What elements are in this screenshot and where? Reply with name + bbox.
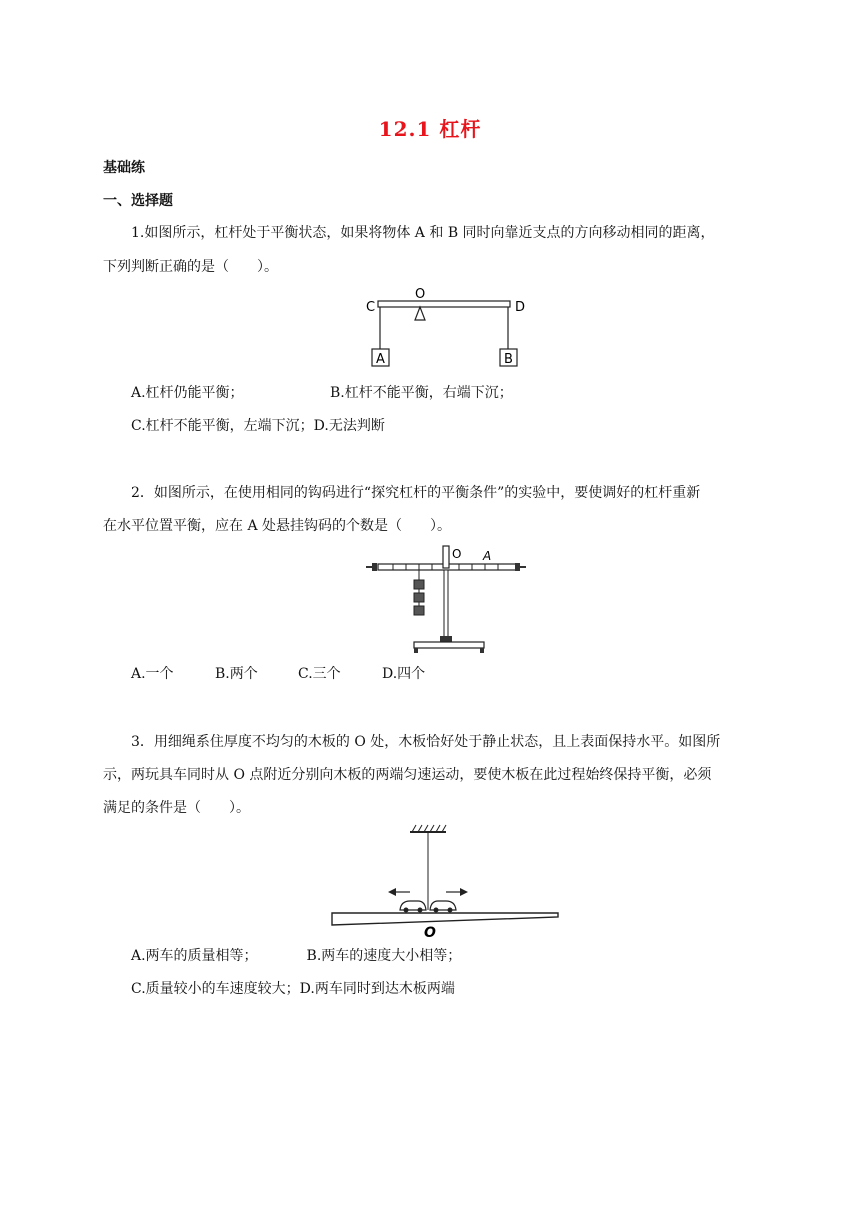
- q2-line1: 2．如图所示，在使用相同的钩码进行“探究杠杆的平衡条件”的实验中，要使调好的杠杆重新: [131, 485, 701, 501]
- q2-option-a: A.一个: [131, 666, 174, 682]
- q2-weight-2: [414, 593, 424, 602]
- q2-stand-pole: [444, 570, 448, 638]
- q2-option-c: C.三个: [298, 666, 341, 682]
- part-heading: 一、选择题: [103, 193, 173, 209]
- q2-nut-right: [515, 563, 520, 571]
- q2-weight-3: [414, 606, 424, 615]
- q2-rod-right: [520, 566, 526, 568]
- q3-line2: 示，两玩具车同时从 O 点附近分别向木板的两端匀速运动，要使木板在此过程始终保持平衡，必须: [103, 767, 712, 783]
- q1-label-c: C: [366, 300, 376, 315]
- q2-option-d: D.四个: [382, 666, 426, 682]
- q2-stand-base: [414, 642, 484, 648]
- q1-fulcrum: [415, 307, 425, 320]
- q2-rod-left: [366, 566, 372, 568]
- q2-line2: 在水平位置平衡，应在 A 处悬挂钩码的个数是（ ）。: [103, 518, 452, 534]
- q1-label-b: B: [504, 352, 513, 367]
- q1-line1: 1.如图所示，杠杆处于平衡状态，如果将物体 A 和 B 同时向靠近支点的方向移动相同的距离，: [131, 225, 715, 241]
- q2-weight-1: [414, 580, 424, 589]
- q3-option-cd: C.质量较小的车速度较大；D.两车同时到达木板两端: [131, 981, 455, 997]
- q3-line3: 满足的条件是（ ）。: [103, 800, 250, 816]
- page-title: 12.1 杠杆: [378, 117, 482, 141]
- section-heading: 基础练: [103, 160, 145, 176]
- q1-option-a: A.杠杆仍能平衡；: [131, 385, 244, 401]
- q1-label-d: D: [515, 300, 526, 315]
- q1-lever-bar: [378, 301, 510, 307]
- q2-label-a: A: [483, 549, 492, 563]
- q3-board: [332, 913, 558, 925]
- q3-board-figure: [330, 822, 562, 940]
- q2-label-o: O: [452, 547, 462, 561]
- q1-lever-figure: [360, 284, 530, 372]
- q3-label-o: O: [424, 925, 436, 940]
- q2-option-b: B.两个: [215, 666, 258, 682]
- q1-line2: 下列判断正确的是（ ）。: [103, 259, 278, 275]
- q1-label-o: O: [415, 287, 426, 302]
- q2-lever-stand-figure: [366, 542, 526, 656]
- q1-option-b: B.杠杆不能平衡，右端下沉；: [330, 385, 513, 401]
- q1-label-a: A: [376, 352, 385, 367]
- q2-stand-clamp: [440, 636, 452, 642]
- q2-nut-left: [372, 563, 377, 571]
- q1-option-cd: C.杠杆不能平衡，左端下沉；D.无法判断: [131, 418, 385, 434]
- q2-pivot-post: [443, 546, 449, 568]
- q3-option-ab: A.两车的质量相等； B.两车的速度大小相等；: [131, 948, 462, 964]
- q3-line1: 3．用细绳系住厚度不均匀的木板的 O 处，木板恰好处于静止状态，且上表面保持水平。如图所: [131, 734, 721, 750]
